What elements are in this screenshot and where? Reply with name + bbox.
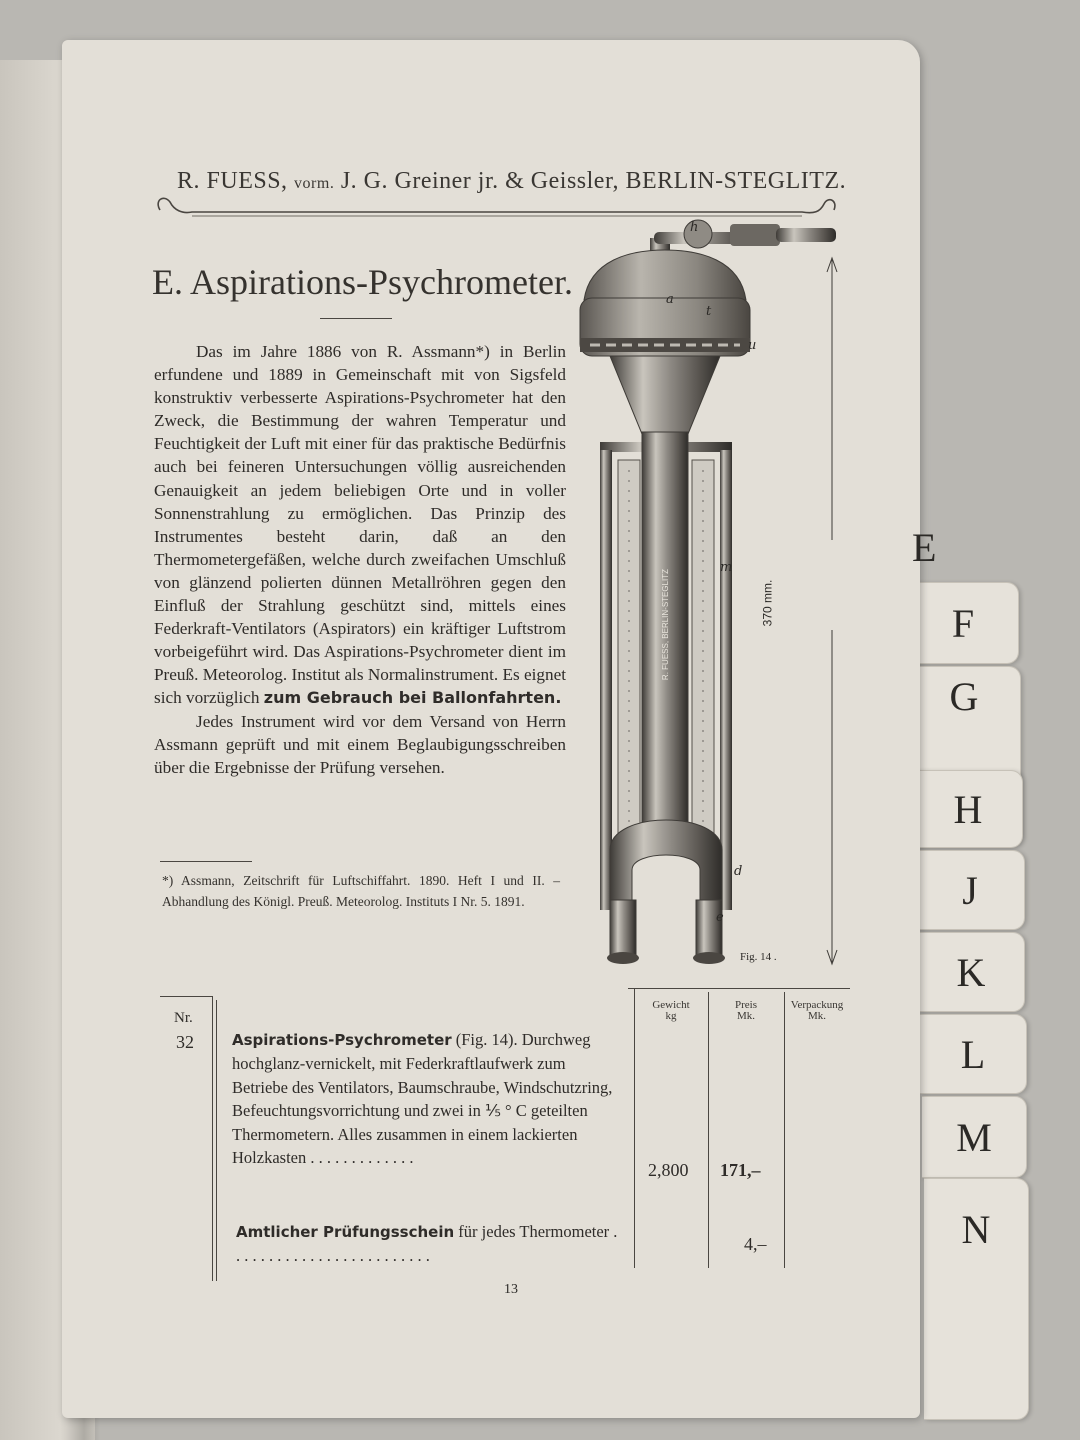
figure-caption: Fig. 14 . [740,951,777,963]
item-price: 171,– [720,1160,761,1180]
item-number: 32 [176,1032,194,1052]
intro-text [154,340,566,779]
cert-name: Amtlicher Prüfungsschein [236,1223,455,1241]
title-rule [320,318,392,319]
item-description: (Fig. 14). Durchweg hochglanz-vernickelt, mit Federkraftlaufwerk zum Betriebe des Ventilators, Baumschraube, Windschutzring, Befeuchtungsvorrichtung und zwei in ⅕ ° C geteilten Thermometern. Alles zusammen in einem lackierten Holzkasten . . . . . . . . . . . . . [232,1030,613,1168]
nr-header: Nr. [174,1010,193,1026]
col-rule-1 [634,988,635,1268]
page-number: 13 [504,1282,518,1297]
label-u: u [748,338,757,353]
table-top-rule [160,996,212,997]
label-e: e [716,910,724,925]
footnote: *) Assmann, Zeitschrift für Luftschiffahrt. 1890. Heft I und II. – Abhandlung des Königl. Preuß. Meteorolog. Instituts I Nr. 5. 1891. [162,873,560,909]
col-header-packing: Verpackung Mk. [790,999,844,1022]
tab-h[interactable]: H [914,770,1023,848]
label-d: d [734,864,743,879]
engraving-text: R. FUESS, BERLIN-STEGLITZ [661,568,671,681]
dimension-label: 370 mm. [760,579,775,627]
table-row-cert-text [236,1220,620,1268]
col-rule-3 [784,992,785,1268]
table-left-rule [212,996,213,1281]
footnote-rule [160,861,252,862]
table-top-right-rule [628,988,850,989]
tab-j[interactable]: J [916,850,1025,930]
tab-n[interactable]: N [924,1178,1029,1420]
psychrometer-illustration [570,210,870,970]
label-h: h [690,220,699,235]
tab-e[interactable]: E [912,525,937,570]
intro-paragraph-1: Das im Jahre 1886 von R. Assmann*) in Berlin erfundene und 1889 in Gemeinschaft mit von Sigsfeld konstruktiv verbesserte Aspirations-Psychrometer hat den Zweck, die Bestimmung der wahren Temperatur und Feuchtigkeit der Luft mit einer für das praktische Bedürfnis auch bei feineren Untersuchungen völlig ausreichenden Genauigkeit an jedem beliebigen Orte und in voller Sonnenstrahlung zu ermöglichen. Das Prinzip des Instrumentes besteht darin, daß an den Thermometergefäßen, welche durch zweifachen Umschluß von glänzend polierten dünnen Metallröhren gegen den Einfluß der Strahlung geschützt sind, mittels eines Federkraft-Ventilators (Aspirators) ein kräftiger Luftstrom vorbeigeführt wird. Das Aspirations-Psychrometer dient im Preuß. Meteorolog. Institut als Normalinstrument. Es eignet sich vorzüglich zum Gebrauch bei Ballonfahrten. [154,342,566,708]
cert-price: 4,– [744,1234,767,1254]
section-title: E. Aspirations-Psychrometer. [152,262,573,302]
running-header: R. FUESS, vorm. J. G. Greiner jr. & Geissler, BERLIN-STEGLITZ. [177,168,847,194]
tab-f[interactable]: F [908,582,1019,664]
cert-description: für jedes Thermometer . . . . . . . . . . . . . . . . . . . . . . . . . [236,1222,618,1266]
col-header-weight: Gewicht kg [652,999,690,1022]
col-rule-2 [708,992,709,1268]
tab-k[interactable]: K [918,932,1025,1012]
label-a: a [666,292,674,307]
col-header-price: Preis Mk. [735,999,757,1022]
label-t: t [706,304,712,319]
catalog-page [62,40,920,1418]
intro-paragraph-2: Jedes Instrument wird vor dem Versand von Herrn Assmann geprüft und mit einem Beglaubigungsschreiben über die Ergebnisse der Prüfung versehen. [154,711,566,777]
table-row-item-text [232,1028,620,1169]
table-left-rule-2 [216,1000,217,1281]
tab-m[interactable]: M [922,1096,1027,1178]
tab-g[interactable]: G [908,666,1021,846]
item-weight: 2,800 [648,1160,689,1180]
label-m: m [720,560,733,575]
intro-bold-phrase: zum Gebrauch bei Ballonfahrten. [263,688,562,708]
item-name: Aspirations-Psychrometer [232,1031,452,1049]
tab-l[interactable]: L [920,1014,1027,1094]
